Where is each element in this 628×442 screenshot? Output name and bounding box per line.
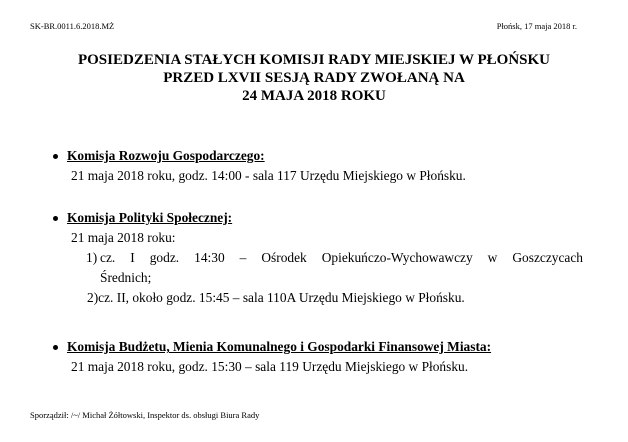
document-reference: SK-BR.0011.6.2018.MŻ [30, 21, 115, 31]
committee-section-economic [53, 146, 583, 186]
section-heading [53, 146, 583, 166]
title-line-3: 24 MAJA 2018 ROKU [242, 88, 386, 104]
section-heading [53, 337, 583, 357]
item-number: 1) [86, 250, 98, 265]
section-title: Komisja Polityki Społecznej: [67, 210, 233, 225]
document-title [0, 51, 628, 105]
prepared-by: Sporządził: /~/ Michał Żółtowski, Inspektor ds. obsługi Biura Rady [30, 410, 260, 420]
section-heading [53, 208, 583, 228]
title-line-2: PRZED LXVII SESJĄ RADY ZWOŁANĄ NA [163, 70, 465, 86]
item-text-continued: Średnich; [100, 270, 152, 285]
section-title: Komisja Rozwoju Gospodarczego: [67, 148, 265, 163]
bullet-icon [53, 154, 58, 159]
section-title: Komisja Budżetu, Mienia Komunalnego i Gospodarki Finansowej Miasta: [67, 339, 492, 354]
committee-section-budget [53, 337, 583, 377]
meeting-date: 21 maja 2018 roku: [71, 230, 176, 245]
item-text: cz. II, około godz. 15:45 – sala 110A Urzędu Miejskiego w Płońsku. [98, 290, 465, 305]
place-date: Płońsk, 17 maja 2018 r. [496, 21, 577, 31]
meeting-details: 21 maja 2018 roku, godz. 15:30 – sala 119 Urzędu Miejskiego w Płońsku. [71, 359, 469, 374]
meeting-details: 21 maja 2018 roku, godz. 14:00 - sala 117 Urzędu Miejskiego w Płońsku. [71, 168, 466, 183]
item-number: 2) [87, 290, 99, 305]
bullet-icon [53, 216, 58, 221]
title-line-1: POSIEDZENIA STAŁYCH KOMISJI RADY MIEJSKIEJ W PŁOŃSKU [77, 52, 551, 68]
list-item [53, 288, 583, 308]
committee-section-social [53, 208, 583, 308]
item-text: cz. I godz. 14:30 – Ośrodek Opiekuńczo-Wychowawczy w Goszczycach [100, 250, 583, 265]
list-item [53, 248, 583, 268]
bullet-icon [53, 345, 58, 350]
